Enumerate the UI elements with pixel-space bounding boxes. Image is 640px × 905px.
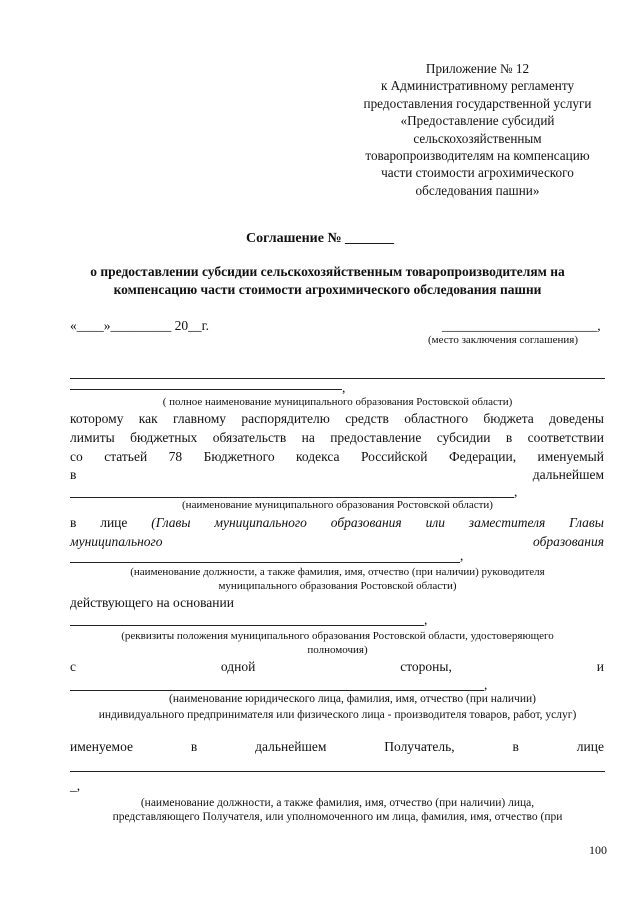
word: с	[70, 659, 76, 674]
comma: ,	[424, 612, 428, 627]
blank-line[interactable]	[70, 690, 484, 691]
word: муниципального	[70, 534, 163, 549]
trail-blank[interactable]: _,	[70, 778, 81, 793]
word: областного	[404, 411, 469, 426]
representative-caption-line1: (наименование должности, а также фамилия, имя, отчество (при наличии) лица,	[140, 797, 535, 809]
word: на	[301, 430, 315, 445]
blank-line[interactable]	[70, 562, 460, 563]
word: в	[70, 467, 77, 482]
agreement-subtitle	[40, 263, 615, 299]
word: заместителя	[468, 515, 546, 530]
appendix-line: части стоимости агрохимического	[381, 165, 574, 181]
word: субсидии	[436, 430, 491, 445]
subtitle-line: о предоставлении субсидии сельскохозяйственным товаропроизводителям на	[90, 264, 565, 279]
word: образования	[533, 534, 604, 549]
word: Главы	[569, 515, 604, 530]
word: Федерации,	[448, 449, 517, 464]
word: обязательств	[212, 430, 287, 445]
comma: ,	[484, 677, 488, 692]
word: одной	[220, 659, 256, 674]
word: как	[138, 411, 158, 426]
municipality-caption: ( полное наименование муниципального образования Ростовской области)	[162, 396, 513, 408]
word: 78	[168, 449, 183, 464]
word: бюджетных	[130, 430, 198, 445]
acting-text: действующего на основании	[70, 595, 234, 610]
word: в	[505, 430, 513, 445]
paragraph-line	[70, 739, 604, 755]
paragraph-line	[70, 430, 604, 446]
word: или	[425, 515, 445, 530]
comma: ,	[514, 484, 518, 499]
word: средств	[345, 411, 389, 426]
place-caption: (место заключения соглашения)	[428, 334, 578, 346]
comma: ,	[460, 548, 464, 563]
word: образования	[330, 515, 402, 530]
comma: ,	[342, 380, 346, 395]
head-caption-line1: (наименование должности, а также фамилия, имя, отчество (при наличии) руководителя	[130, 566, 545, 578]
head-caption-line2: муниципального образования Ростовской области)	[218, 580, 457, 592]
word: в	[190, 739, 198, 754]
word: Бюджетного	[203, 449, 275, 464]
word: доведены	[549, 411, 604, 426]
word: бюджета	[483, 411, 534, 426]
blank-line[interactable]	[70, 625, 424, 626]
appendix-line: сельскохозяйственным	[413, 130, 542, 146]
word: лице	[576, 739, 604, 754]
word: главному	[173, 411, 227, 426]
appendix-line: предоставления государственной услуги	[363, 95, 592, 111]
word: Российской	[360, 449, 428, 464]
word: дальнейшем	[255, 739, 327, 754]
appendix-line: Приложение № 12	[425, 61, 530, 76]
word: именуемое	[70, 739, 133, 754]
acting-caption-line1: (реквизиты положения муниципального образования Ростовской области, удостоверяющего	[121, 630, 554, 642]
word: именуемый	[537, 449, 604, 464]
appendix-line: к Административному регламенту	[380, 78, 575, 94]
word: дальнейшем	[532, 467, 604, 482]
paragraph-line	[70, 515, 604, 531]
municipality2-caption: (наименование муниципального образования Ростовской области)	[182, 499, 493, 511]
blank-line[interactable]	[70, 378, 605, 379]
date-field[interactable]: «____»_________ 20__г.	[70, 318, 210, 333]
paragraph-line	[70, 411, 604, 427]
word: предоставление	[330, 430, 422, 445]
word: соответствии	[527, 430, 604, 445]
appendix-line: «Предоставление субсидий	[400, 113, 555, 129]
appendix-line: обследования пашни»	[415, 182, 540, 198]
word: кодекса	[296, 449, 340, 464]
word: муниципального	[214, 515, 307, 530]
word: и	[596, 659, 604, 674]
word: в	[70, 515, 77, 530]
word: Получатель,	[384, 739, 455, 754]
paragraph-line	[70, 449, 604, 465]
representative-caption-line2: представляющего Получателя, или уполномоченного им лица, фамилия, имя, отчество (при	[112, 811, 563, 823]
acting-caption-line2: полномочия)	[307, 644, 368, 656]
word: лице	[100, 515, 128, 530]
recipient-caption-line2: индивидуального предпринимателя или физического лица - производителя товаров, работ, услуг)	[98, 709, 577, 721]
word: которому	[70, 411, 124, 426]
word: статьей	[104, 449, 148, 464]
word: стороны,	[400, 659, 452, 674]
word: распорядителю	[241, 411, 330, 426]
word: со	[70, 449, 83, 464]
word: лимиты	[70, 430, 115, 445]
subtitle-line: компенсацию части стоимости агрохимического обследования пашни	[113, 282, 542, 297]
page-number: 100	[589, 843, 607, 857]
agreement-title: Соглашение № _______	[245, 231, 395, 246]
word: в	[512, 739, 519, 754]
blank-line[interactable]	[70, 771, 605, 772]
paragraph-line	[70, 659, 604, 675]
recipient-caption-line1: (наименование юридического лица, фамилия, имя, отчество (при наличии)	[169, 693, 536, 705]
appendix-line: товаропроизводителям на компенсацию	[365, 148, 590, 164]
paragraph-line	[70, 467, 604, 483]
blank-line[interactable]	[70, 389, 342, 390]
word: (Главы	[151, 515, 191, 530]
place-field[interactable]: _______________________,	[442, 318, 601, 333]
appendix-header	[335, 60, 620, 199]
paragraph-line	[70, 534, 604, 550]
